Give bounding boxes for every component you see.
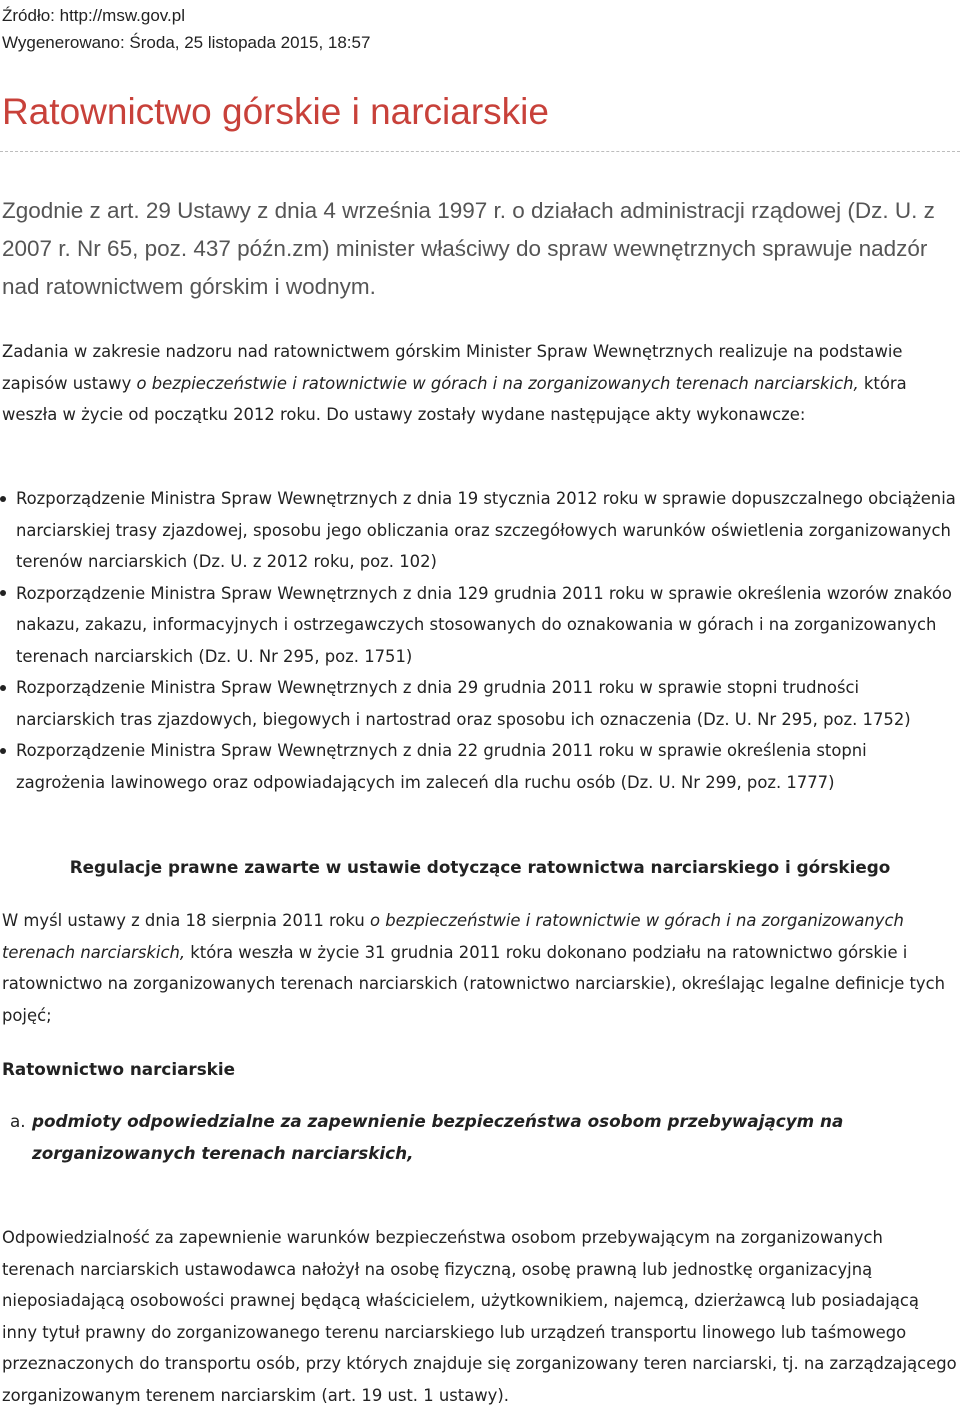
ski-rescue-heading: Ratownictwo narciarskie <box>2 1059 235 1079</box>
regulations-heading: Regulacje prawne zawarte w ustawie dotyczące ratownictwa narciarskiego i górskiego <box>69 857 891 877</box>
source-line: Źródło: http://msw.gov.pl <box>2 6 185 25</box>
bullet-icon <box>0 748 6 754</box>
document-meta <box>2 2 370 56</box>
alpha-list <box>10 1106 958 1169</box>
list-marker: a. <box>10 1111 26 1131</box>
definitions-text-1: W myśl ustawy z dnia 18 sierpnia 2011 roku <box>2 911 371 930</box>
bullet-icon <box>0 496 6 502</box>
bullet-icon <box>0 685 6 691</box>
definitions-paragraph <box>2 905 958 1031</box>
definitions-text-2: która weszła w życie 31 grudnia 2011 roku dokonano podziału na ratownictwo górskie i ratownictwo na zorganizowanych terenach narciarskich (ratownictwo narciarskie), określając legalne definicje tych pojęć; <box>2 942 946 1025</box>
list-item: Rozporządzenie Ministra Spraw Wewnętrznych z dnia 129 grudnia 2011 roku w sprawie określenia wzorów znakóo nakazu, zakazu, informacyjnych i ostrzegawczych stosowanych do oznakowania w górach i na zorganizowanych terenach narciarskich (Dz. U. Nr 295, poz. 1751) <box>0 578 960 673</box>
bullet-icon <box>0 590 6 596</box>
page-title: Ratownictwo górskie i narciarskie <box>2 91 549 132</box>
list-item: Rozporządzenie Ministra Spraw Wewnętrznych z dnia 22 grudnia 2011 roku w sprawie określenia stopni zagrożenia lawinowego oraz odpowiadających im zaleceń dla ruchu osób (Dz. U. Nr 299, poz. 1777) <box>0 735 960 798</box>
definitions-act-title: o bezpieczeństwie i ratownictwie w górach i na zorganizowanych terenach narciarskich, <box>2 911 904 962</box>
list-item <box>10 1106 958 1169</box>
intro-act-title: o bezpieczeństwie i ratownictwie w górach i na zorganizowanych terenach narciarskich, <box>136 373 859 393</box>
title-divider <box>0 151 960 152</box>
intro-text-1: Zadania w zakresie nadzoru nad ratownictwem górskim Minister Spraw Wewnętrznych realizuje na podstawie zapisów ustawy <box>2 342 903 393</box>
intro-paragraph <box>2 336 958 431</box>
responsibility-paragraph: Odpowiedzialność za zapewnienie warunków bezpieczeństwa osobom przebywającym na zorganizowanych terenach narciarskich ustawodawca nałożył na osobę fizyczną, osobę prawną lub jednostkę organizacyjną nieposiadającą osobowości prawnej będącą właścicielem, użytkownikiem, najemcą, dzierżawcą lub posiadającą inny tytuł prawny do zorganizowanego terenu narciarskiego lub urządzeń transportu linowego lub taśmowego przeznaczonych do transportu osób, przy których znajduje się zorganizowany teren narciarski, tj. na zarządzającego zorganizowanym terenem narciarskim (art. 19 ust. 1 ustawy). <box>2 1228 957 1405</box>
intro-text-2: która weszła w życie od początku 2012 roku. Do ustawy zostały wydane następujące akty wykonawcze: <box>2 373 907 424</box>
acts-list <box>0 483 960 798</box>
list-item: Rozporządzenie Ministra Spraw Wewnętrznych z dnia 29 grudnia 2011 roku w sprawie stopni trudności narciarskich tras zjazdowych, biegowych i nartostrad oraz sposobu ich oznaczenia (Dz. U. Nr 295, poz. 1752) <box>0 672 960 735</box>
generated-line: Wygenerowano: Środa, 25 listopada 2015, 18:57 <box>2 33 371 52</box>
lead-paragraph: Zgodnie z art. 29 Ustawy z dnia 4 września 1997 r. o działach administracji rządowej (Dz. U. z 2007 r. Nr 65, poz. 437 późn.zm) minister właściwy do spraw wewnętrznych sprawuje nadzór nad ratownictwem górskim i wodnym. <box>2 198 935 299</box>
list-item: Rozporządzenie Ministra Spraw Wewnętrznych z dnia 19 stycznia 2012 roku w sprawie dopuszczalnego obciążenia narciarskiej trasy zjazdowej, sposobu jego obliczania oraz szczegółowych warunków oświetlenia zorganizowanych terenów narciarskich (Dz. U. z 2012 roku, poz. 102) <box>0 483 960 578</box>
list-item-text: podmioty odpowiedzialne za zapewnienie bezpieczeństwa osobom przebywającym na zorganizowanych terenach narciarskich, <box>32 1111 844 1163</box>
